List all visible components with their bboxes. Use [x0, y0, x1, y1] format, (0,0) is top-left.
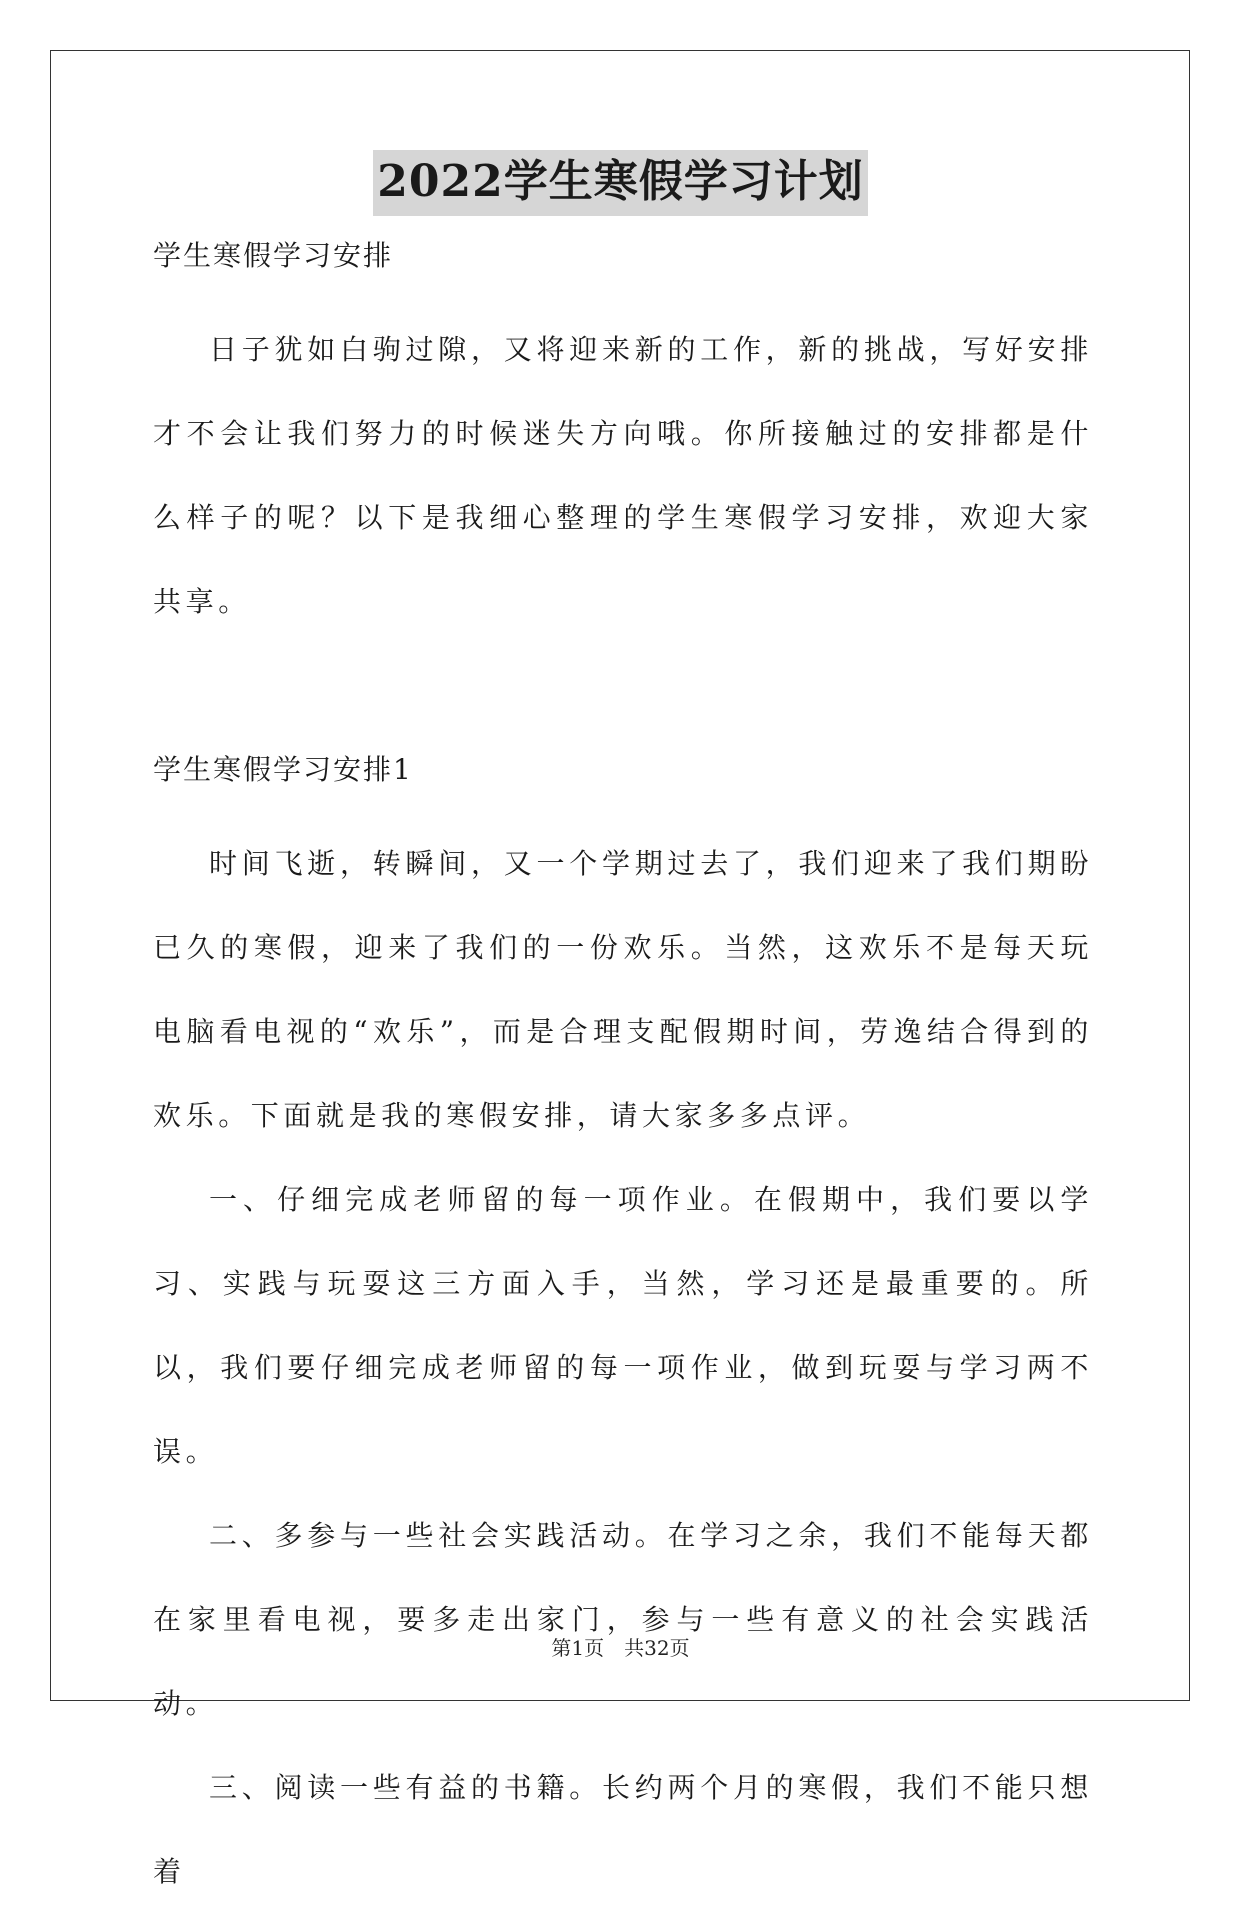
section-heading: 学生寒假学习安排1	[153, 753, 413, 786]
paragraph: 日子犹如白驹过隙，又将迎来新的工作，新的挑战，写好安排才不会让我们努力的时候迷失方向哦。你所接触过的安排都是什么样子的呢？以下是我细心整理的学生寒假学习安排，欢迎大家共享。	[153, 333, 1093, 618]
document-body	[153, 236, 1093, 1914]
page-footer: 第1页 共32页	[551, 1636, 690, 1660]
paragraph: 二、多参与一些社会实践活动。在学习之余，我们不能每天都在家里看电视，要多走出家门，参与一些有意义的社会实践活动。	[153, 1519, 1093, 1720]
paragraph: 一、仔细完成老师留的每一项作业。在假期中，我们要以学习、实践与玩耍这三方面入手，当然，学习还是最重要的。所以，我们要仔细完成老师留的每一项作业，做到玩耍与学习两不误。	[153, 1183, 1093, 1468]
document-title: 2022学生寒假学习计划	[373, 150, 867, 216]
paragraph: 时间飞逝，转瞬间，又一个学期过去了，我们迎来了我们期盼已久的寒假，迎来了我们的一份欢乐。当然，这欢乐不是每天玩电脑看电视的“欢乐”，而是合理支配假期时间，劳逸结合得到的欢乐。下面就是我的寒假安排，请大家多多点评。	[153, 847, 1093, 1132]
document-title-wrap	[0, 150, 1241, 216]
section-heading: 学生寒假学习安排	[153, 239, 394, 272]
paragraph: 三、阅读一些有益的书籍。长约两个月的寒假，我们不能只想着	[153, 1771, 1093, 1888]
